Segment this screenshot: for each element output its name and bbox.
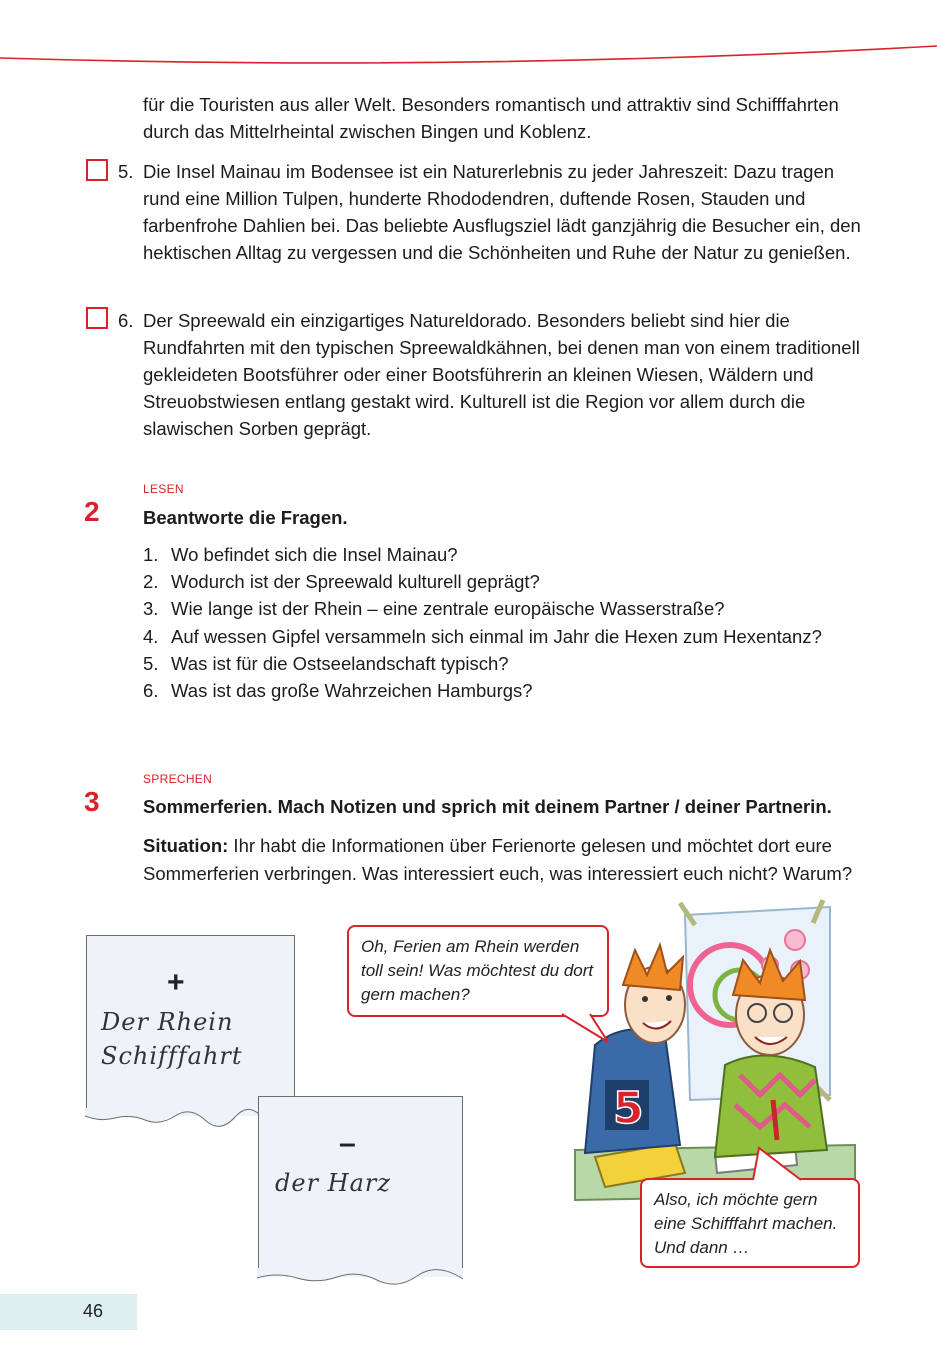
- question-number: 4.: [143, 625, 159, 647]
- shirt-number: 5: [613, 1083, 644, 1134]
- question-item: [143, 595, 843, 622]
- question-item: [143, 541, 843, 568]
- statement-6-checkbox[interactable]: [86, 307, 108, 329]
- question-item: [143, 623, 843, 650]
- question-text: Wo befindet sich die Insel Mainau?: [171, 544, 458, 565]
- task-3-label: SPRECHEN: [143, 772, 213, 786]
- note-card-plus: [86, 935, 295, 1116]
- header-red-rule: [0, 0, 937, 80]
- task-3-number: 3: [84, 786, 100, 817]
- question-text: Wie lange ist der Rhein – eine zentrale europäische Wasserstraße?: [171, 598, 725, 620]
- question-number: 6.: [143, 680, 159, 702]
- statement-5-checkbox[interactable]: [86, 159, 108, 181]
- speech-bubble-right: Also, ich möchte gern eine Schifffahrt machen. Und dann …: [640, 1178, 860, 1268]
- speech-bubble-left-tail: [560, 1012, 610, 1046]
- question-item: [143, 568, 843, 595]
- question-text: Wodurch ist der Spreewald kulturell geprägt?: [171, 571, 540, 593]
- task-2-label: LESEN: [143, 482, 184, 496]
- speech-bubble-right-tail: [745, 1146, 805, 1182]
- statement-6-number: 6.: [118, 310, 134, 331]
- situation-body: Ihr habt die Informationen über Ferienorte gelesen und möchtet dort eure Sommerferien verbringen. Was interessiert euch, was interessiert euch nicht? Warum?: [143, 835, 853, 884]
- note-card-minus: [258, 1096, 463, 1277]
- question-item: [143, 650, 843, 677]
- question-text: Was ist für die Ostseelandschaft typisch?: [171, 652, 509, 674]
- note-minus-torn-edge: [257, 1268, 463, 1288]
- intro-continuation: für die Touristen aus aller Welt. Besonders romantisch und attraktiv sind Schifffahrten durch das Mittelrheintal zwischen Bingen und Koblenz.: [143, 94, 839, 142]
- question-number: 1.: [143, 544, 159, 565]
- page-number-tab: [0, 1294, 137, 1330]
- plus-sign: +: [167, 966, 185, 999]
- question-list: [143, 541, 843, 704]
- situation-label: Situation:: [143, 835, 229, 856]
- statement-5-text: Die Insel Mainau im Bodensee ist ein Naturerlebnis zu jeder Jahreszeit: Dazu tragen rund eine Million Tulpen, hunderte Rhododendren, duftende Rosen, Stauden und farbenfrohe Dahlien bei. Das beliebte Ausflugsziel lädt ganzjährig die Besucher ein, den hektischen Alltag zu vergessen und die Schönheiten und Ruhe der Natur zu genießen.: [143, 161, 861, 263]
- page-number: 46: [83, 1301, 104, 1321]
- statement-6-text: Der Spreewald ein einzigartiges Natureldorado. Besonders beliebt sind hier die Rundfahrten mit den typischen Spreewaldkähnen, bei denen man von einem traditionell gekleideten Bootsführer oder einer Bootsführerin an kleinen Wiesen, Wäldern und Streuobstwiesen entlang gestakt wird. Kulturell ist die Region vor allem durch die slawischen Sorben geprägt.: [143, 310, 860, 439]
- situation-text: [143, 832, 863, 887]
- note-minus-line-1: der Harz: [275, 1169, 392, 1197]
- note-plus-line-2: Schifffahrt: [101, 1042, 243, 1070]
- minus-sign: –: [339, 1127, 356, 1160]
- task-2-title: Beantworte die Fragen.: [143, 507, 348, 528]
- question-text: Was ist das große Wahrzeichen Hamburgs?: [171, 680, 533, 702]
- question-number: 5.: [143, 652, 159, 674]
- note-plus-line-1: Der Rhein: [101, 1008, 234, 1036]
- speech-bubble-left: Oh, Ferien am Rhein werden toll sein! Was möchtest du dort gern machen?: [347, 925, 609, 1017]
- task-3-title: Sommerferien. Mach Notizen und sprich mit deinem Partner / deiner Partnerin.: [143, 796, 832, 817]
- question-number: 3.: [143, 598, 159, 620]
- question-text: Auf wessen Gipfel versammeln sich einmal im Jahr die Hexen zum Hexentanz?: [171, 625, 822, 647]
- question-item: [143, 677, 843, 704]
- question-number: 2.: [143, 571, 159, 593]
- statement-5-number: 5.: [118, 161, 134, 182]
- task-2-number: 2: [84, 496, 100, 527]
